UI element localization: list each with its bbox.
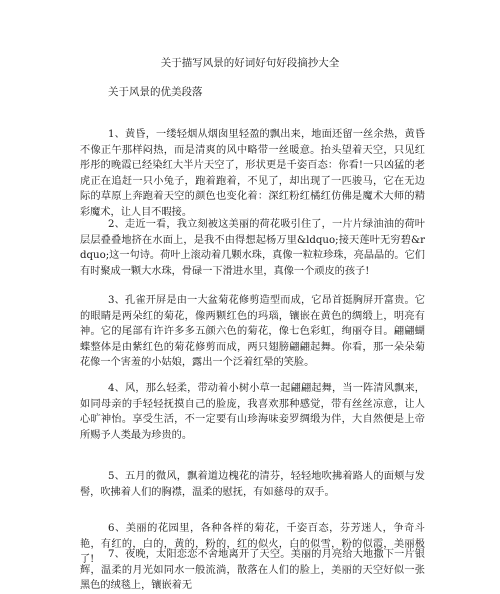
section-heading: 关于风景的优美段落 (108, 86, 203, 98)
paragraph-3: 3、孔雀开屏是由一大盆菊花修剪造型而成，它昂首挺胸屏开富贵。它的眼睛是两朵红的菊花，像两颗红色的玛瑙，镶嵌在黄色的绸缎上，明亮有神。它的尾部有许许多多五颜六色的菊花，像七色彩虹，绚丽夺目。翩翩蝴蝶整体是由紫红色的菊花修剪而成，两只翅膀翩翩起舞。你看，那一朵朵菊花像一个害羞的小姑娘，露出一个泛着红晕的笑脸。 (80, 295, 425, 369)
paragraph-6: 6、美丽的花园里，各种各样的菊花，千姿百态，芬芳迷人，争奇斗艳，有红的，白的，黄的，粉的，红的似火，白的似雪，粉的似霞，美丽极了! (80, 523, 425, 566)
paragraph-7: 7、夜晚，太阳恋恋不舍地离开了天空。美丽的月亮给大地撒下一片银辉，温柔的月光如同水一般流淌，散落在人们的脸上，美丽的天空好似一张黑色的绒毯上，镶嵌着无 (80, 549, 425, 592)
paragraph-1: 1、黄昏，一缕轻烟从烟囱里轻盈的飘出来，地面还留一丝余热，黄昏不像正午那样闷热，而是清爽的风中略带一丝暖意。抬头望着天空，只见红彤彤的晚霞已经染红大半片天空了，形状更是千姿百态：你看!一只凶猛的老虎正在追赶一只小兔子，跑着跑着，不见了，却出现了一匹骏马，它在无边际的草原上奔跑着天空的颜色也变化着：深红粉红橘红仿佛是魔术大师的精彩魔术，让人目不暇接。 (80, 129, 425, 218)
document-title: 关于描写风景的好词好句好段摘抄大全 (160, 57, 340, 69)
paragraph-2: 2、走近一看，我立刻被这美丽的荷花吸引住了，一片片绿油油的荷叶层层叠叠地挤在水面上，是我不由得想起杨万里&ldquo;接天莲叶无穷碧&rdquo;这一句诗。荷叶上滚动着几颗水珠，真像一粒粒珍珠，亮晶晶的。它们有时聚成一颗大水珠，骨碌一下滑进水里，真像一个顽皮的孩子! (80, 219, 425, 277)
paragraph-5: 5、五月的微风，飘着道边槐花的清芬，轻轻地吹拂着路人的面颊与发髻，吹拂着人们的胸襟，温柔的慰抚，有如慈母的双手。 (80, 471, 425, 498)
paragraph-4: 4、风，那么轻柔，带动着小树小草一起翩翩起舞，当一阵清风飘来，如同母亲的手轻轻抚摸自己的脸庞，我喜欢那种感觉，带有丝丝凉意，让人心旷神怡。享受生活，不一定要有山珍海味妾罗绸缎为伴，大自然便是上帝所赐予人类最为珍贵的。 (80, 383, 425, 441)
